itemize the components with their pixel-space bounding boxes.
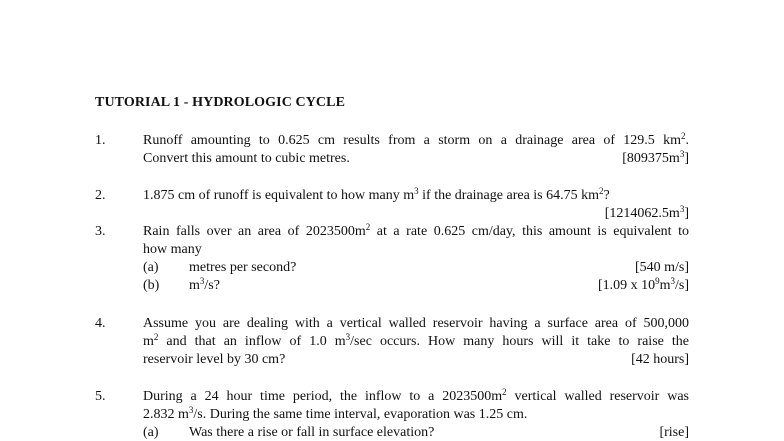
question-3-line-2: how many — [143, 242, 202, 257]
question-3a-answer: [540 m/s] — [634, 260, 689, 275]
question-4-line-2: $m^2$ and that an inflow of 1.0 $m^3/\sec$ occurs. How many hours will it take to raise the — [143, 332, 689, 349]
question-4-line-3: reservoir level by 30 cm? — [143, 352, 286, 367]
question-3a-text: metres per second? — [189, 260, 297, 275]
question-1-number: 1. — [95, 133, 106, 148]
question-3-number: 3. — [95, 224, 106, 239]
question-5-line-1: During a 24 hour time period, the inflow to a $2023500m^2$ vertical walled reservoir was — [143, 387, 689, 404]
question-3b-text: $m^3/s$? — [189, 276, 220, 293]
question-1-line-2: Convert this amount to cubic metres. — [143, 151, 350, 166]
question-5a-answer: [rise] — [659, 425, 689, 440]
question-5a-text: Was there a rise or fall in surface elevation? — [189, 425, 435, 440]
document-title: TUTORIAL 1 - HYDROLOGIC CYCLE — [95, 95, 346, 110]
question-1-line-1: Runoff amounting to 0.625 cm results from a storm on a drainage area of 129.5 $km^2$. — [143, 131, 689, 148]
question-4-answer: [42 hours] — [631, 352, 689, 367]
question-3a-label: (a) — [143, 260, 159, 275]
question-5-line-2: 2.832 $m^3/s$. During the same time interval, evaporation was 1.25 cm. — [143, 405, 528, 422]
question-3-line-1: Rain falls over an area of $2023500m^2$ at a rate 0.625 cm/day, this amount is equivalent to — [143, 222, 689, 239]
question-2-line-1: 1.875 cm of runoff is equivalent to how many $m^3$ if the drainage area is 64.75 $km^2$? — [143, 186, 610, 203]
question-5a-label: (a) — [143, 425, 159, 440]
question-1-answer: $[809375m^3]$ — [622, 149, 689, 166]
question-3b-answer: [1.09 x $10^9m^3/s$] — [597, 276, 689, 293]
question-3b-label: (b) — [143, 278, 160, 293]
question-2-number: 2. — [95, 188, 106, 203]
question-4-line-1: Assume you are dealing with a vertical walled reservoir having a surface area of 500,000 — [143, 316, 689, 331]
question-5-number: 5. — [95, 389, 106, 404]
question-4-number: 4. — [95, 316, 106, 331]
question-2-answer: $[1214062.5m^3]$ — [604, 204, 689, 221]
